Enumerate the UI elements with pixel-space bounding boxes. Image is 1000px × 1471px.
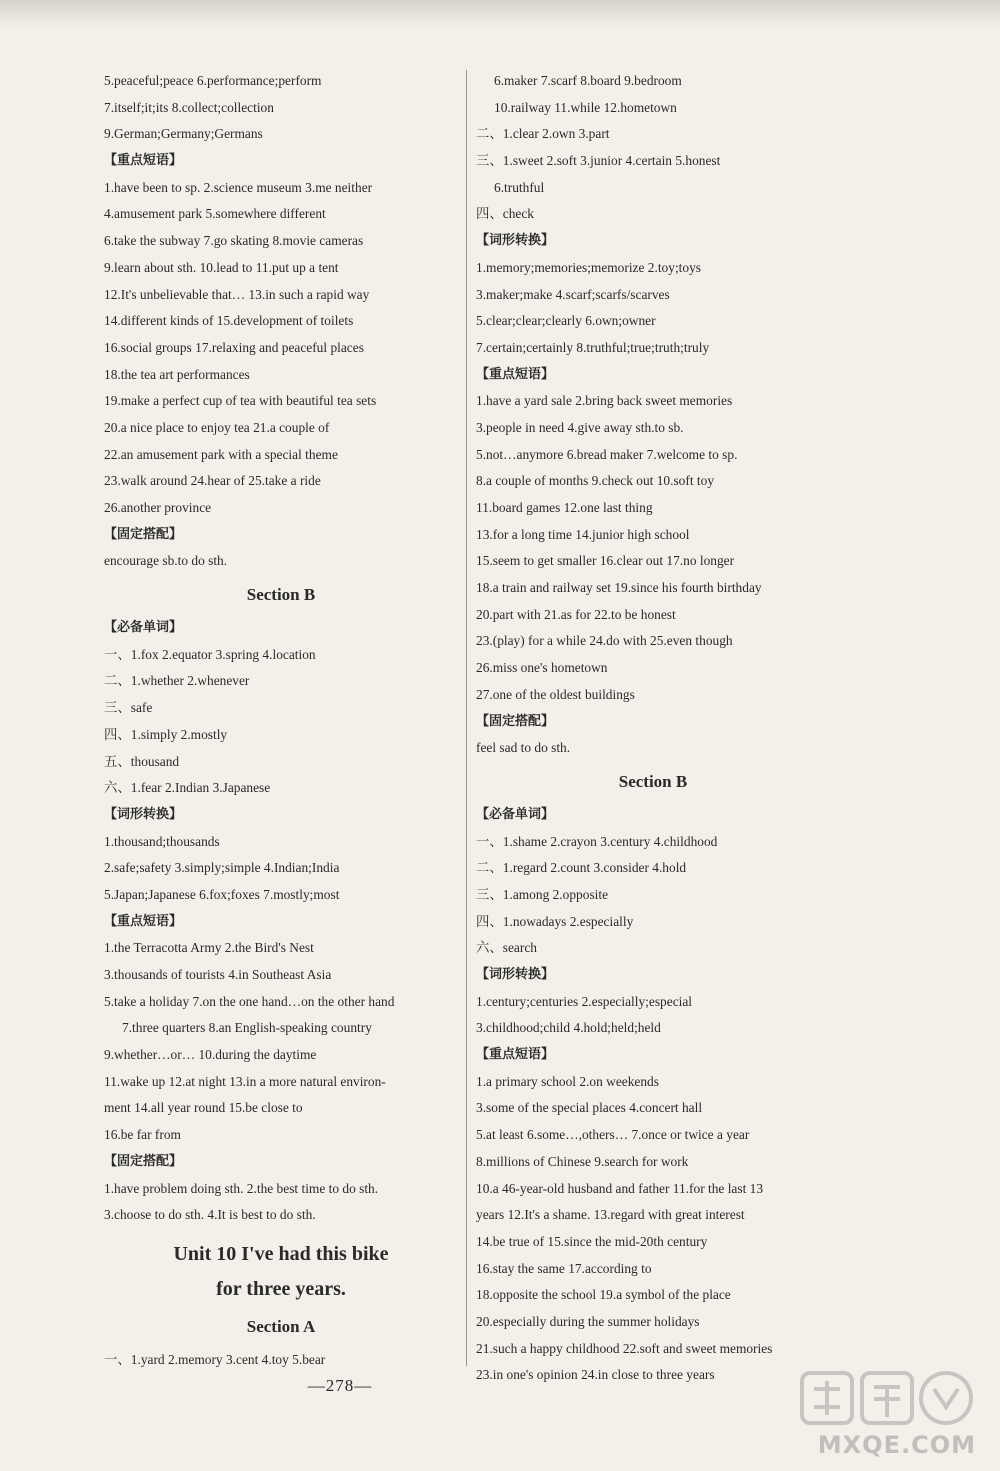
answer-line: 1.century;centuries 2.especially;especial <box>476 993 693 1009</box>
answer-line: 19.make a perfect cup of tea with beautiful tea sets <box>104 393 377 409</box>
answer-line: 13.for a long time 14.junior high school <box>476 526 690 542</box>
answer-line: 20.part with 21.as for 22.to be honest <box>476 606 676 622</box>
answer-line: 16.social groups 17.relaxing and peaceful places <box>104 339 364 355</box>
answer-line: 6.take the subway 7.go skating 8.movie cameras <box>104 233 364 249</box>
section-title: Section B <box>618 771 688 791</box>
answer-line: 一、1.fox 2.equator 3.spring 4.location <box>104 646 316 662</box>
answer-line: encourage sb.to do sth. <box>104 553 228 569</box>
answer-line: 14.different kinds of 15.development of toilets <box>104 313 354 329</box>
answer-line: 5.take a holiday 7.on the one hand…on the other hand <box>104 993 395 1009</box>
answer-line: 5.at least 6.some…,others… 7.once or twice a year <box>476 1127 750 1143</box>
right-column <box>476 68 830 1389</box>
unit-title: Unit 10 I've had this bike <box>173 1242 389 1265</box>
answer-line: ment 14.all year round 15.be close to <box>104 1100 303 1116</box>
answer-line: years 12.It's a shame. 13.regard with great interest <box>476 1207 745 1223</box>
answer-line: 9.whether…or… 10.during the daytime <box>104 1047 317 1063</box>
answer-line: 五、thousand <box>104 753 180 769</box>
answer-line: 3.choose to do sth. 4.It is best to do sth. <box>104 1207 316 1223</box>
category-heading: 【必备单词】 <box>476 806 555 822</box>
answer-line: 23.(play) for a while 24.do with 25.even though <box>476 633 733 649</box>
answer-line: 6.truthful <box>494 179 545 195</box>
unit-title: for three years. <box>216 1277 346 1300</box>
answer-line: 26.another province <box>104 500 212 515</box>
answer-line: 8.millions of Chinese 9.search for work <box>476 1153 689 1169</box>
category-heading: 【重点短语】 <box>104 153 183 169</box>
answer-line: 21.such a happy childhood 22.soft and sweet memories <box>476 1340 773 1356</box>
answer-line: 18.opposite the school 19.a symbol of the place <box>476 1287 731 1303</box>
answer-line: 2.safe;safety 3.simply;simple 4.Indian;India <box>104 860 340 876</box>
answer-line: 14.be true of 15.since the mid-20th century <box>476 1233 708 1249</box>
watermark-text: MXQE.COM <box>817 1431 976 1459</box>
category-heading: 【词形转换】 <box>476 233 555 249</box>
answer-line: feel sad to do sth. <box>476 740 571 756</box>
answer-line: 5.not…anymore 6.bread maker 7.welcome to sp. <box>476 446 738 462</box>
answer-line: 4.amusement park 5.somewhere different <box>104 206 326 222</box>
category-heading: 【重点短语】 <box>476 366 555 382</box>
answer-line: 1.have problem doing sth. 2.the best time to do sth. <box>104 1180 379 1196</box>
answer-line: 5.clear;clear;clearly 6.own;owner <box>476 313 656 329</box>
answer-line: 三、1.sweet 2.soft 3.junior 4.certain 5.honest <box>476 153 721 169</box>
category-heading: 【固定搭配】 <box>104 1153 183 1169</box>
answer-line: 11.board games 12.one last thing <box>476 500 653 515</box>
answer-line: 7.three quarters 8.an English-speaking country <box>122 1020 372 1036</box>
answer-line: 5.peaceful;peace 6.performance;perform <box>104 73 322 88</box>
answer-line: 12.It's unbelievable that… 13.in such a rapid way <box>104 286 370 302</box>
answer-line: 二、1.clear 2.own 3.part <box>476 126 610 142</box>
answer-line: 18.a train and railway set 19.since his fourth birthday <box>476 580 762 596</box>
answer-line: 20.especially during the summer holidays <box>476 1313 700 1329</box>
answer-line: 四、check <box>476 206 535 222</box>
answer-line: 3.some of the special places 4.concert hall <box>476 1100 703 1116</box>
column-divider <box>466 70 467 1366</box>
answer-line: 3.thousands of tourists 4.in Southeast Asia <box>104 967 332 982</box>
answer-line: 9.German;Germany;Germans <box>104 126 263 142</box>
answer-line: 16.stay the same 17.according to <box>476 1260 652 1276</box>
answer-line: 22.an amusement park with a special theme <box>104 446 338 462</box>
category-heading: 【固定搭配】 <box>104 526 183 542</box>
answer-line: 3.childhood;child 4.hold;held;held <box>476 1020 661 1036</box>
answer-line: 四、1.simply 2.mostly <box>104 726 228 742</box>
answer-line: 二、1.whether 2.whenever <box>104 673 250 689</box>
answer-line: 11.wake up 12.at night 13.in a more natural environ- <box>104 1073 386 1089</box>
answer-line: 8.a couple of months 9.check out 10.soft toy <box>476 473 715 489</box>
answer-line: 1.have a yard sale 2.bring back sweet memories <box>476 393 733 409</box>
answer-line: 六、search <box>476 940 537 956</box>
answer-line: 3.people in need 4.give away sth.to sb. <box>476 419 684 435</box>
section-title: Section B <box>246 585 316 605</box>
answer-line: 1.the Terracotta Army 2.the Bird's Nest <box>104 940 314 956</box>
answer-line: 10.a 46-year-old husband and father 11.for the last 13 <box>476 1180 764 1196</box>
category-heading: 【词形转换】 <box>104 806 183 822</box>
category-heading: 【词形转换】 <box>476 967 555 982</box>
category-heading: 【固定搭配】 <box>476 713 555 729</box>
answer-line: 20.a nice place to enjoy tea 21.a couple of <box>104 419 330 435</box>
answer-line: 23.in one's opinion 24.in close to three years <box>476 1367 715 1383</box>
scan-top-edge <box>0 0 1000 28</box>
answer-line: 7.certain;certainly 8.truthful;true;truth;truly <box>476 339 710 355</box>
answer-line: 四、1.nowadays 2.especially <box>476 913 634 929</box>
answer-line: 18.the tea art performances <box>104 366 250 382</box>
answer-line: 15.seem to get smaller 16.clear out 17.no longer <box>476 553 735 569</box>
answer-line: 16.be far from <box>104 1127 181 1143</box>
answer-line: 7.itself;it;its 8.collect;collection <box>104 99 274 115</box>
answer-line: 10.railway 11.while 12.hometown <box>494 99 677 115</box>
answer-line: 一、1.yard 2.memory 3.cent 4.toy 5.bear <box>104 1351 326 1367</box>
page-number: —278— <box>307 1376 373 1395</box>
answer-line: 27.one of the oldest buildings <box>476 686 635 702</box>
section-title: Section A <box>246 1316 316 1336</box>
answer-line: 三、safe <box>104 700 153 716</box>
category-heading: 【重点短语】 <box>104 913 183 929</box>
answer-line: 9.learn about sth. 10.lead to 11.put up a tent <box>104 259 339 275</box>
answer-line: 1.thousand;thousands <box>104 833 220 849</box>
answer-line: 一、1.shame 2.crayon 3.century 4.childhood <box>476 833 718 849</box>
left-column <box>104 68 458 1374</box>
answer-line: 1.memory;memories;memorize 2.toy;toys <box>476 259 701 275</box>
answer-line: 1.a primary school 2.on weekends <box>476 1073 659 1089</box>
category-heading: 【重点短语】 <box>476 1047 555 1063</box>
answer-line: 三、1.among 2.opposite <box>476 886 609 902</box>
watermark <box>792 1369 982 1459</box>
answer-line: 二、1.regard 2.count 3.consider 4.hold <box>476 860 687 876</box>
answer-line: 26.miss one's hometown <box>476 660 608 676</box>
watermark-logo-icon <box>800 1369 976 1427</box>
answer-line: 5.Japan;Japanese 6.fox;foxes 7.mostly;most <box>104 886 340 902</box>
answer-line: 6.maker 7.scarf 8.board 9.bedroom <box>494 73 682 88</box>
category-heading: 【必备单词】 <box>104 620 183 636</box>
answer-line: 1.have been to sp. 2.science museum 3.me neither <box>104 179 373 195</box>
answer-line: 3.maker;make 4.scarf;scarfs/scarves <box>476 286 670 302</box>
answer-line: 23.walk around 24.hear of 25.take a ride <box>104 473 321 489</box>
answer-line: 六、1.fear 2.Indian 3.Japanese <box>104 780 271 796</box>
